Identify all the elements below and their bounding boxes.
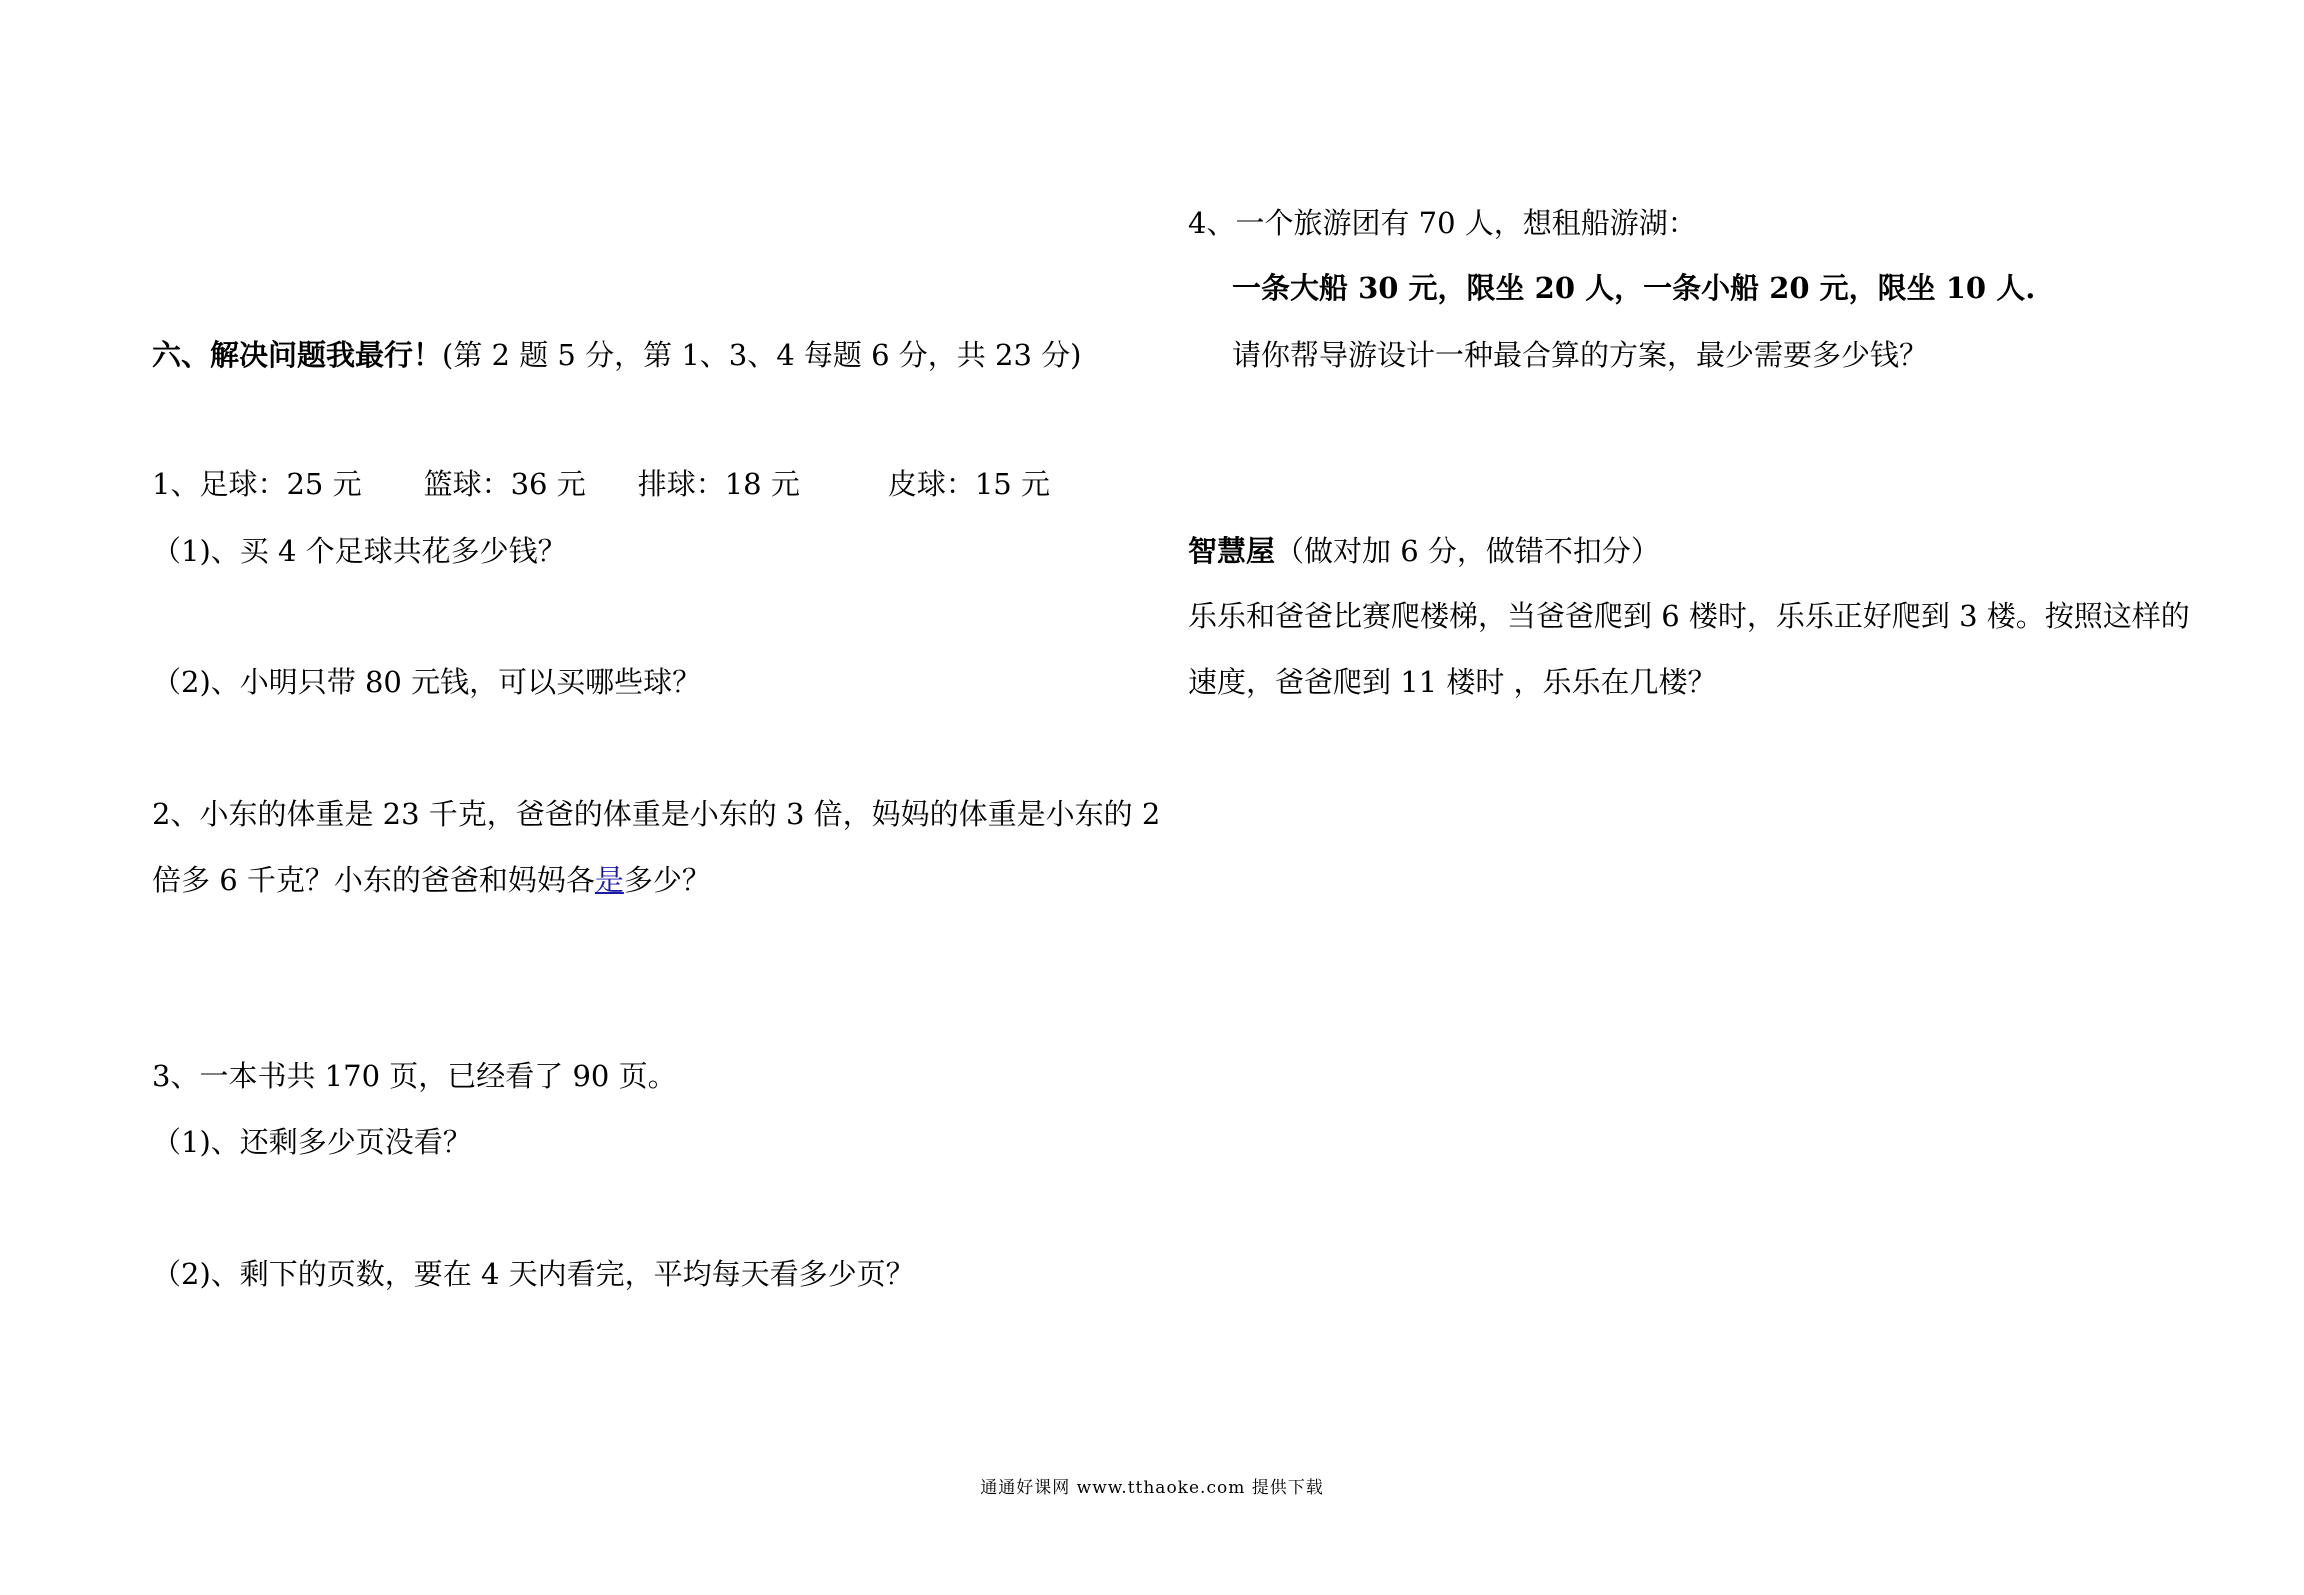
q1-subquestion-1: （1)、买 4 个足球共花多少钱？: [152, 534, 567, 568]
q2-line-1: 2、小东的体重是 23 千克，爸爸的体重是小东的 3 倍，妈妈的体重是小东的 2: [152, 797, 1161, 831]
q4-line-1: 4、一个旅游团有 70 人，想租船游湖：: [1188, 206, 1697, 240]
price-volleyball: 排球：18 元: [637, 467, 800, 501]
bonus-line-1: 乐乐和爸爸比赛爬楼梯，当爸爸爬到 6 楼时，乐乐正好爬到 3 楼。按照这样的: [1188, 599, 2190, 633]
q3-subquestion-2: （2)、剩下的页数，要在 4 天内看完，平均每天看多少页？: [152, 1257, 915, 1291]
bonus-title: 智慧屋: [1188, 534, 1276, 568]
q2-line-2-end: 多少？: [623, 863, 711, 897]
q3-line: 3、一本书共 170 页，已经看了 90 页。: [152, 1059, 677, 1093]
price-football: 1、足球：25 元: [152, 467, 362, 501]
q1-prices-line: [152, 467, 1050, 501]
section-heading: [152, 338, 1082, 372]
q3-subquestion-1: （1)、还剩多少页没看？: [152, 1125, 472, 1159]
price-basketball: 篮球：36 元: [423, 467, 586, 501]
page-footer: 通通好课网 www.tthaoke.com 提供下载: [980, 1478, 1324, 1498]
q1-subquestion-2: （2)、小明只带 80 元钱，可以买哪些球？: [152, 665, 702, 699]
q2-line-2: [152, 863, 711, 897]
q2-link[interactable]: 是: [594, 863, 624, 897]
q2-line-2-start: 倍多 6 千克？小东的爸爸和妈妈各: [152, 863, 595, 897]
bonus-heading: [1188, 534, 1660, 568]
bonus-note: （做对加 6 分，做错不扣分）: [1275, 534, 1660, 568]
bonus-line-2: 速度，爸爸爬到 11 楼时 ，乐乐在几楼？: [1188, 665, 1717, 699]
q4-line-3: 请你帮导游设计一种最合算的方案，最少需要多少钱？: [1232, 338, 1929, 372]
section-title: 六、解决问题我最行！: [152, 338, 443, 372]
price-rubber-ball: 皮球：15 元: [887, 467, 1050, 501]
q4-line-2: 一条大船 30 元，限坐 20 人，一条小船 20 元，限坐 10 人.: [1232, 271, 2036, 305]
section-note: (第 2 题 5 分，第 1、3、4 每题 6 分，共 23 分): [442, 338, 1082, 372]
